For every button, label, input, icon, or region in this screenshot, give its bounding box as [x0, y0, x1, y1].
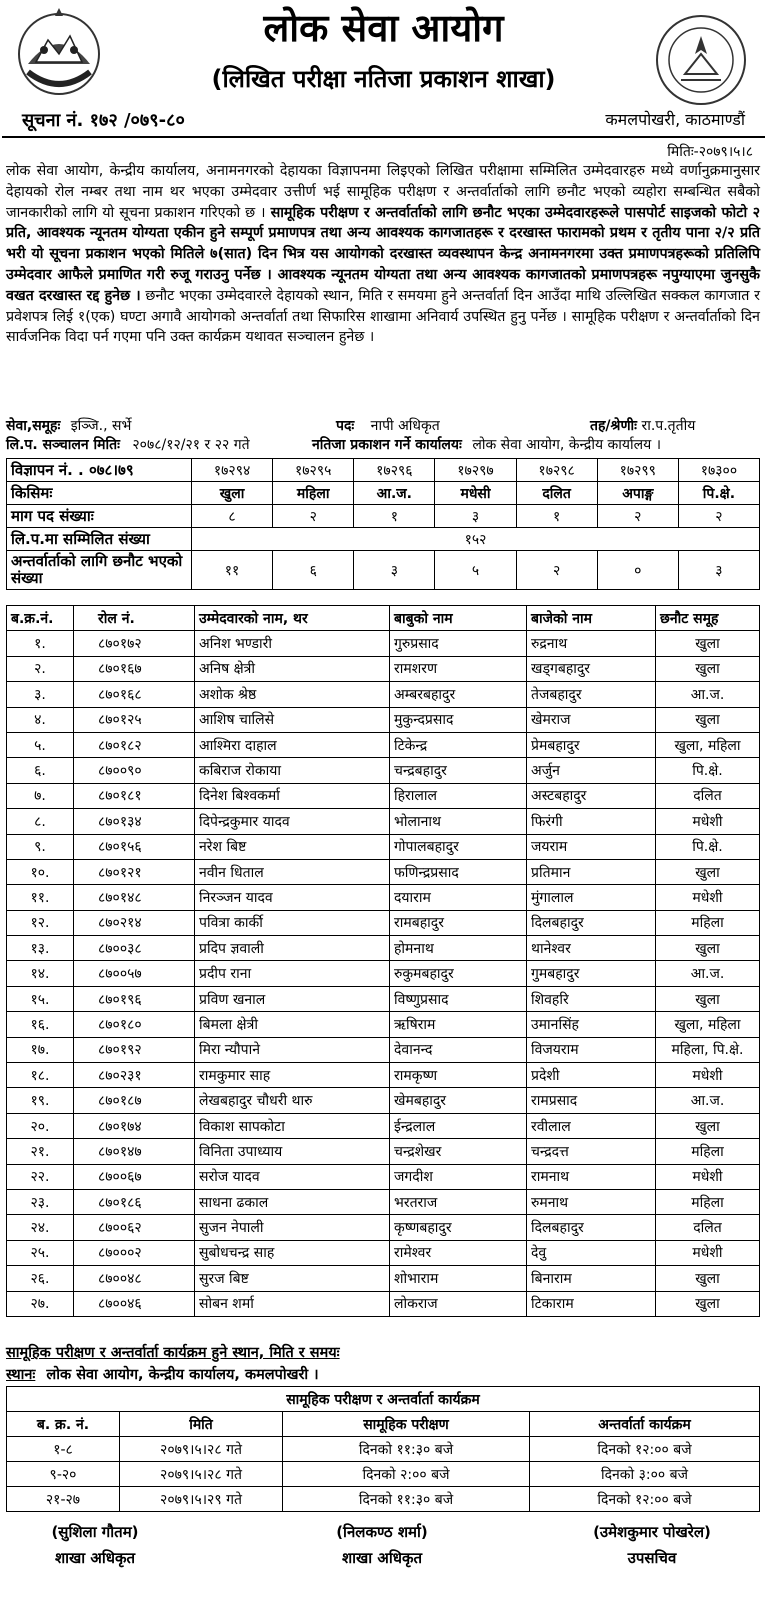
selection-group-cell: खुला [656, 656, 760, 681]
candidate-name-cell: दिनेश बिश्वकर्मा [195, 783, 390, 808]
father-name-cell: विष्णुप्रसाद [390, 986, 527, 1011]
candidate-name-cell: अशोक श्रेष्ठ [195, 682, 390, 707]
sched-col-serial: ब. क्र. नं. [7, 1412, 120, 1437]
col-group: छनौट समूह [656, 606, 760, 631]
father-name-cell: फणिन्द्रप्रसाद [390, 859, 527, 884]
selection-group-cell: आ.ज. [656, 961, 760, 986]
schedule-place [6, 1364, 319, 1384]
type-cell: मधेसी [435, 482, 516, 505]
candidate-name-cell: विकाश सापकोटा [195, 1113, 390, 1138]
father-name-cell: अम्बरबहादुर [390, 682, 527, 707]
grandfather-name-cell: मुंगालाल [527, 885, 656, 910]
roll-number-cell: ८७०१३४ [74, 809, 195, 834]
signatory-name: (निलकण्ठ शर्मा) [336, 1523, 428, 1541]
candidate-row [7, 631, 760, 656]
serial-cell: १७. [7, 1037, 74, 1062]
sched-interview-cell: दिनको १२:०० बजे [530, 1437, 760, 1462]
candidate-name-cell: अनिश भण्डारी [195, 631, 390, 656]
roll-number-cell: ८७००६२ [74, 1215, 195, 1240]
candidate-row [7, 1037, 760, 1062]
sched-date-cell: २०७९।५।२९ गते [120, 1487, 283, 1512]
sched-col-group-test: सामूहिक परीक्षण [283, 1412, 530, 1437]
serial-cell: १६. [7, 1012, 74, 1037]
candidate-row [7, 1291, 760, 1316]
grandfather-name-cell: रवीलाल [527, 1113, 656, 1138]
serial-cell: १०. [7, 859, 74, 884]
schedule-table [6, 1386, 760, 1512]
roll-number-cell: ८७०१२५ [74, 707, 195, 732]
col-father: बाबुको नाम [390, 606, 527, 631]
posts-cell: ८ [192, 505, 273, 528]
candidate-name-cell: प्रविण खनाल [195, 986, 390, 1011]
roll-number-cell: ८७०१२१ [74, 859, 195, 884]
roll-number-cell: ८७०००२ [74, 1240, 195, 1265]
exam-date [6, 435, 250, 454]
exam-date-value: २०७८/१२/२१ र २२ गते [132, 437, 250, 453]
roll-number-cell: ८७०१६८ [74, 682, 195, 707]
father-name-cell: गुरुप्रसाद [390, 631, 527, 656]
notice-number: सूचना नं. १७२ /०७९-८० [22, 110, 185, 131]
col-serial: ब.क्र.नं. [7, 606, 74, 631]
grandfather-name-cell: चन्द्रदत्त [527, 1139, 656, 1164]
selection-group-cell: खुला [656, 631, 760, 656]
roll-number-cell: ८७०१८१ [74, 783, 195, 808]
grandfather-name-cell: जयराम [527, 834, 656, 859]
sched-interview-cell: दिनको ३:०० बजे [530, 1462, 760, 1487]
col-name: उम्मेदवारको नाम, थर [195, 606, 390, 631]
signatory-name: (सुशिला गौतम) [51, 1523, 139, 1541]
grandfather-name-cell: अस्टबहादुर [527, 783, 656, 808]
father-name-cell: देवानन्द [390, 1037, 527, 1062]
ad-number: १७२९८ [516, 459, 597, 482]
type-cell: अपाङ्ग [597, 482, 678, 505]
serial-cell: ३. [7, 682, 74, 707]
selected-row [7, 551, 760, 590]
serial-cell: २५. [7, 1240, 74, 1265]
participants-label: लि.प.मा सम्मिलित संख्या [7, 528, 192, 551]
selection-group-cell: महिला [656, 1189, 760, 1214]
serial-cell: १८. [7, 1063, 74, 1088]
selection-group-cell: खुला, महिला [656, 1012, 760, 1037]
selection-group-cell: खुला [656, 1266, 760, 1291]
roll-number-cell: ८७००४८ [74, 1266, 195, 1291]
ad-number: १७२९९ [597, 459, 678, 482]
serial-cell: २६. [7, 1266, 74, 1291]
body-paragraph-3: छनौट भएका उम्मेदवारले देहायको स्थान, मिति र समयमा हुने अन्तर्वार्ता दिन आउँदा माथि उल्लिखित सक्कल कागजात र प्रवेशपत्र लिई १(एक) घण्टा अगावै आयोगको अन्तर्वार्ता तथा सिफारिस शाखामा अनिवार्य उपस्थित हुनु पर्नेछ । सामूहिक परीक्षण र अन्तर्वार्ताको दिन सार्वजनिक विदा पर्न गएमा पनि उक्त कार्यक्रम यथावत सञ्चालन हुनेछ । [6, 287, 761, 346]
selection-group-cell: पि.क्षे. [656, 758, 760, 783]
roll-number-cell: ८७००४६ [74, 1291, 195, 1316]
candidate-row [7, 1012, 760, 1037]
candidate-row [7, 1164, 760, 1189]
candidate-row [7, 986, 760, 1011]
schedule-row [7, 1487, 760, 1512]
grandfather-name-cell: उमानसिंह [527, 1012, 656, 1037]
ad-number: १७२९६ [354, 459, 435, 482]
candidate-row [7, 1139, 760, 1164]
post-info [336, 416, 440, 435]
posts-cell: २ [597, 505, 678, 528]
father-name-cell: रामकृष्ण [390, 1063, 527, 1088]
selection-group-cell: दलित [656, 1215, 760, 1240]
selected-cell: ३ [354, 551, 435, 590]
father-name-cell: टिकेन्द्र [390, 732, 527, 757]
body-paragraph-1: लोक सेवा आयोग, केन्द्रीय कार्यालय, अनामनगरको देहायका विज्ञापनमा लिइएको लिखित परीक्षामा सम्मिलित उम्मेदवारहरु मध्ये वर्णानुक्रमानुसार देहायको रोल नम्बर तथा नाम थर भएका उम्मेदवार उत्तीर्ण भई सामूहिक परीक्षण र अन्तर्वार्ताको लागि छनौट भएको व्यहोरा सम्बन्धित सबैको जानकारीको लागि यो सूचना प्रकाशन गरिएको छ । [6, 163, 760, 221]
selection-group-cell: मधेशी [656, 1164, 760, 1189]
selected-cell: ० [597, 551, 678, 590]
post-label: पदः [336, 418, 355, 434]
schedule-header-row [7, 1412, 760, 1437]
candidate-row [7, 885, 760, 910]
candidate-row [7, 961, 760, 986]
father-name-cell: भोलानाथ [390, 809, 527, 834]
serial-cell: ८. [7, 809, 74, 834]
candidate-row [7, 1088, 760, 1113]
selection-group-cell: मधेशी [656, 1063, 760, 1088]
posts-label: माग पद संख्याः [7, 505, 192, 528]
notice-body [6, 161, 760, 348]
candidate-name-cell: बिमला क्षेत्री [195, 1012, 390, 1037]
father-name-cell: चन्द्रशेखर [390, 1139, 527, 1164]
father-name-cell: खेमबहादुर [390, 1088, 527, 1113]
place-value: लोक सेवा आयोग, केन्द्रीय कार्यालय, कमलपोखरी । [46, 1367, 319, 1383]
father-name-cell: हिरालाल [390, 783, 527, 808]
candidate-row [7, 834, 760, 859]
type-cell: महिला [273, 482, 354, 505]
serial-cell: १२. [7, 910, 74, 935]
result-office-value: लोक सेवा आयोग, केन्द्रीय कार्यालय । [472, 437, 662, 453]
type-row [7, 482, 760, 505]
candidate-name-cell: आशिष चालिसे [195, 707, 390, 732]
signature-1 [20, 1522, 170, 1568]
posts-cell: ३ [435, 505, 516, 528]
sched-group-test-cell: दिनको २:०० बजे [283, 1462, 530, 1487]
candidate-name-cell: निरञ्जन यादव [195, 885, 390, 910]
candidate-row [7, 1113, 760, 1138]
grandfather-name-cell: दिलबहादुर [527, 910, 656, 935]
org-title: लोक सेवा आयोग [263, 6, 504, 50]
type-cell: खुला [192, 482, 273, 505]
grandfather-name-cell: रुद्रनाथ [527, 631, 656, 656]
roll-number-cell: ८७०१४७ [74, 1139, 195, 1164]
serial-cell: २०. [7, 1113, 74, 1138]
posts-cell: १ [516, 505, 597, 528]
father-name-cell: ऋषिराम [390, 1012, 527, 1037]
selection-group-cell: खुला [656, 986, 760, 1011]
candidate-row [7, 707, 760, 732]
candidate-name-cell: सोबन शर्मा [195, 1291, 390, 1316]
candidate-name-cell: पवित्रा कार्की [195, 910, 390, 935]
grandfather-name-cell: विजयराम [527, 1037, 656, 1062]
place-label: स्थानः [6, 1367, 36, 1383]
ad-number-row [7, 459, 760, 482]
roll-number-cell: ८७०१६७ [74, 656, 195, 681]
sched-group-test-cell: दिनको ११:३० बजे [283, 1487, 530, 1512]
signatory-name: (उमेशकुमार पोखरेल) [593, 1523, 711, 1541]
notice-date: मितिः-२०७९।५।८ [667, 144, 753, 160]
ad-number-label: विज्ञापन नं. . ०७८।७९ [7, 459, 192, 482]
grandfather-name-cell: शिवहरि [527, 986, 656, 1011]
participants-row [7, 528, 760, 551]
serial-cell: ९. [7, 834, 74, 859]
roll-number-cell: ८७०१७२ [74, 631, 195, 656]
posts-cell: १ [354, 505, 435, 528]
sched-col-date: मिति [120, 1412, 283, 1437]
sched-col-interview: अन्तर्वार्ता कार्यक्रम [530, 1412, 760, 1437]
candidate-name-cell: विनिता उपाध्याय [195, 1139, 390, 1164]
signature-2 [302, 1522, 462, 1568]
selection-group-cell: महिला, पि.क्षे. [656, 1037, 760, 1062]
selected-label: अन्तर्वार्ताको लागि छनौट भएको संख्या [7, 551, 192, 590]
candidate-name-cell: प्रदिप ज्ञवाली [195, 936, 390, 961]
roll-number-cell: ८७००६७ [74, 1164, 195, 1189]
signatory-title: शाखा अधिकृत [341, 1549, 423, 1567]
candidate-row [7, 732, 760, 757]
grandfather-name-cell: तेजबहादुर [527, 682, 656, 707]
selection-group-cell: मधेशी [656, 885, 760, 910]
father-name-cell: होमनाथ [390, 936, 527, 961]
selection-group-cell: खुला [656, 1113, 760, 1138]
serial-cell: १३. [7, 936, 74, 961]
father-name-cell: लोकराज [390, 1291, 527, 1316]
serial-cell: १४. [7, 961, 74, 986]
ad-number: १७३०० [678, 459, 759, 482]
serial-cell: ४. [7, 707, 74, 732]
grandfather-name-cell: टिकाराम [527, 1291, 656, 1316]
sched-date-cell: २०७९।५।२८ गते [120, 1462, 283, 1487]
roll-number-cell: ८७०१९६ [74, 986, 195, 1011]
type-label: किसिमः [7, 482, 192, 505]
father-name-cell: कृष्णबहादुर [390, 1215, 527, 1240]
candidate-name-cell: प्रदीप राना [195, 961, 390, 986]
schedule-row [7, 1462, 760, 1487]
father-name-cell: दयाराम [390, 885, 527, 910]
serial-cell: २७. [7, 1291, 74, 1316]
header-divider [2, 136, 765, 138]
sched-interview-cell: दिनको १२:०० बजे [530, 1487, 760, 1512]
grandfather-name-cell: दिलबहादुर [527, 1215, 656, 1240]
office-location: कमलपोखरी, काठमाण्डौं [605, 110, 745, 129]
psc-seal-logo [655, 14, 747, 106]
selection-group-cell: खुला [656, 1291, 760, 1316]
selection-group-cell: खुला [656, 707, 760, 732]
candidate-name-cell: कबिराज रोकाया [195, 758, 390, 783]
body-paragraph-2: सामूहिक परीक्षण र अन्तर्वार्ताको लागि छनौट भएका उम्मेदवारहरूले पासपोर्ट साइजको फोटो २ प्रति, आवश्यक न्यूनतम योग्यता एकीन हुने सम्पूर्ण प्रमाणपत्र तथा अन्य आवश्यक कागजातहरू र दरखास्त फारामको प्रथम र तृतीय पाना २/२ प्रति भरी यो सूचना प्रकाशन भएको मितिले ७(सात) दिन भित्र यस आयोगको दरखास्त व्यवस्थापन केन्द्र अनामनगरमा उक्त प्रमाणपत्रहरूको प्रतिलिपि उम्मेदवार आफैले प्रमाणित गरी रुजू गराउनु पर्नेछ । आवश्यक न्यूनतम योग्यता तथा अन्य आवश्यक कागजातको प्रमाणपत्रहरू नपुग्याएमा जुनसुकै वखत दरखास्त रद्द हुनेछ । [6, 204, 760, 304]
candidate-name-cell: मिरा न्यौपाने [195, 1037, 390, 1062]
candidates-table [6, 605, 760, 1317]
father-name-cell: शोभाराम [390, 1266, 527, 1291]
roll-number-cell: ८७०१८७ [74, 1088, 195, 1113]
candidate-name-cell: सुबोधचन्द्र साह [195, 1240, 390, 1265]
sched-serial-cell: १-८ [7, 1437, 120, 1462]
grandfather-name-cell: प्रेमबहादुर [527, 732, 656, 757]
selected-cell: २ [516, 551, 597, 590]
serial-cell: ७. [7, 783, 74, 808]
candidate-row [7, 859, 760, 884]
serial-cell: ११. [7, 885, 74, 910]
ad-number: १७२९५ [273, 459, 354, 482]
selected-cell: ३ [678, 551, 759, 590]
level-label: तह/श्रेणीः [590, 418, 638, 434]
type-cell: पि.क्षे. [678, 482, 759, 505]
grandfather-name-cell: खड्गबहादुर [527, 656, 656, 681]
roll-number-cell: ८७०१७४ [74, 1113, 195, 1138]
posts-cell: २ [678, 505, 759, 528]
serial-cell: ५. [7, 732, 74, 757]
candidate-name-cell: नवीन धिताल [195, 859, 390, 884]
candidate-row [7, 758, 760, 783]
service-value: इञ्जि., सर्भे [70, 418, 132, 434]
selected-cell: ५ [435, 551, 516, 590]
serial-cell: १५. [7, 986, 74, 1011]
selected-cell: ६ [273, 551, 354, 590]
father-name-cell: भरतराज [390, 1189, 527, 1214]
exam-date-label: लि.प. सञ्चालन मितिः [6, 437, 120, 453]
sched-group-test-cell: दिनको ११:३० बजे [283, 1437, 530, 1462]
sched-serial-cell: ९-२० [7, 1462, 120, 1487]
roll-number-cell: ८७०१९२ [74, 1037, 195, 1062]
candidate-name-cell: सरोज यादव [195, 1164, 390, 1189]
candidate-name-cell: अनिष क्षेत्री [195, 656, 390, 681]
father-name-cell: रामशरण [390, 656, 527, 681]
candidate-row [7, 783, 760, 808]
candidate-row [7, 656, 760, 681]
grandfather-name-cell: प्रदेशी [527, 1063, 656, 1088]
ad-number: १७२९४ [192, 459, 273, 482]
signatory-title: शाखा अधिकृत [54, 1549, 136, 1567]
grandfather-name-cell: गुमबहादुर [527, 961, 656, 986]
father-name-cell: रुकुमबहादुर [390, 961, 527, 986]
candidate-row [7, 1266, 760, 1291]
father-name-cell: जगदीश [390, 1164, 527, 1189]
service-group [6, 416, 131, 435]
grandfather-name-cell: देवु [527, 1240, 656, 1265]
grandfather-name-cell: खेमराज [527, 707, 656, 732]
grandfather-name-cell: बिनाराम [527, 1266, 656, 1291]
father-name-cell: चन्द्रबहादुर [390, 758, 527, 783]
participants-value: १५२ [192, 528, 760, 551]
father-name-cell: ईन्द्रलाल [390, 1113, 527, 1138]
col-roll: रोल नं. [74, 606, 195, 631]
candidate-row [7, 936, 760, 961]
father-name-cell: रामबहादुर [390, 910, 527, 935]
schedule-row [7, 1437, 760, 1462]
type-cell: आ.ज. [354, 482, 435, 505]
result-office [312, 435, 661, 454]
candidate-row [7, 1215, 760, 1240]
serial-cell: १. [7, 631, 74, 656]
posts-cell: २ [273, 505, 354, 528]
sched-date-cell: २०७९।५।२८ गते [120, 1437, 283, 1462]
type-cell: दलित [516, 482, 597, 505]
serial-cell: २३. [7, 1189, 74, 1214]
candidate-row [7, 910, 760, 935]
roll-number-cell: ८७०२१४ [74, 910, 195, 935]
father-name-cell: मुकुन्दप्रसाद [390, 707, 527, 732]
level-value: रा.प.तृतीय [641, 418, 696, 434]
candidate-name-cell: सुजन नेपाली [195, 1215, 390, 1240]
roll-number-cell: ८७००३८ [74, 936, 195, 961]
candidates-header-row [7, 606, 760, 631]
candidate-name-cell: दिपेन्द्रकुमार यादव [195, 809, 390, 834]
serial-cell: ६. [7, 758, 74, 783]
signatory-title: उपसचिव [627, 1549, 677, 1567]
serial-cell: २२. [7, 1164, 74, 1189]
candidate-name-cell: आश्मिरा दाहाल [195, 732, 390, 757]
selection-group-cell: महिला [656, 910, 760, 935]
selection-group-cell: मधेशी [656, 809, 760, 834]
candidate-row [7, 682, 760, 707]
candidate-name-cell: सुरज बिष्ट [195, 1266, 390, 1291]
post-value: नापी अधिकृत [370, 418, 440, 434]
roll-number-cell: ८७०१५६ [74, 834, 195, 859]
col-grandfather: बाजेको नाम [527, 606, 656, 631]
grandfather-name-cell: रामनाथ [527, 1164, 656, 1189]
candidate-name-cell: नरेश बिष्ट [195, 834, 390, 859]
selection-group-cell: महिला [656, 1139, 760, 1164]
roll-number-cell: ८७०२३१ [74, 1063, 195, 1088]
roll-number-cell: ८७०१८६ [74, 1189, 195, 1214]
candidate-name-cell: रामकुमार साह [195, 1063, 390, 1088]
grandfather-name-cell: रामप्रसाद [527, 1088, 656, 1113]
selection-group-cell: खुला [656, 859, 760, 884]
selection-group-cell: दलित [656, 783, 760, 808]
candidate-row [7, 1240, 760, 1265]
selection-group-cell: आ.ज. [656, 682, 760, 707]
schedule-heading: सामूहिक परीक्षण र अन्तर्वार्ता कार्यक्रम हुने स्थान, मिति र समयः [6, 1345, 340, 1361]
grandfather-name-cell: अर्जुन [527, 758, 656, 783]
candidate-name-cell: लेखबहादुर चौधरी थारु [195, 1088, 390, 1113]
level-info [590, 416, 695, 435]
schedule-title-row [7, 1387, 760, 1412]
signature-3 [552, 1522, 752, 1568]
roll-number-cell: ८७०१४८ [74, 885, 195, 910]
schedule-title: सामूहिक परीक्षण र अन्तर्वार्ता कार्यक्रम [7, 1387, 760, 1412]
candidate-row [7, 1063, 760, 1088]
ad-number: १७२९७ [435, 459, 516, 482]
grandfather-name-cell: फिरंगी [527, 809, 656, 834]
org-subtitle: (लिखित परीक्षा नतिजा प्रकाशन शाखा) [211, 65, 556, 93]
posts-row [7, 505, 760, 528]
selected-cell: ११ [192, 551, 273, 590]
serial-cell: २४. [7, 1215, 74, 1240]
sched-serial-cell: २१-२७ [7, 1487, 120, 1512]
roll-number-cell: ८७०१८० [74, 1012, 195, 1037]
service-label: सेवा,समूहः [6, 418, 61, 434]
selection-group-cell: पि.क्षे. [656, 834, 760, 859]
roll-number-cell: ८७०१८२ [74, 732, 195, 757]
serial-cell: १९. [7, 1088, 74, 1113]
selection-group-cell: खुला [656, 936, 760, 961]
grandfather-name-cell: रुमनाथ [527, 1189, 656, 1214]
grandfather-name-cell: थानेश्वर [527, 936, 656, 961]
roll-number-cell: ८७००९० [74, 758, 195, 783]
serial-cell: २१. [7, 1139, 74, 1164]
selection-group-cell: मधेशी [656, 1240, 760, 1265]
candidate-name-cell: साधना ढकाल [195, 1189, 390, 1214]
candidate-row [7, 809, 760, 834]
candidate-row [7, 1189, 760, 1214]
father-name-cell: रामेश्वर [390, 1240, 527, 1265]
selection-group-cell: खुला, महिला [656, 732, 760, 757]
advertisement-table [6, 458, 760, 590]
grandfather-name-cell: प्रतिमान [527, 859, 656, 884]
father-name-cell: गोपालबहादुर [390, 834, 527, 859]
selection-group-cell: आ.ज. [656, 1088, 760, 1113]
roll-number-cell: ८७००५७ [74, 961, 195, 986]
serial-cell: २. [7, 656, 74, 681]
result-office-label: नतिजा प्रकाशन गर्ने कार्यालयः [312, 437, 462, 453]
